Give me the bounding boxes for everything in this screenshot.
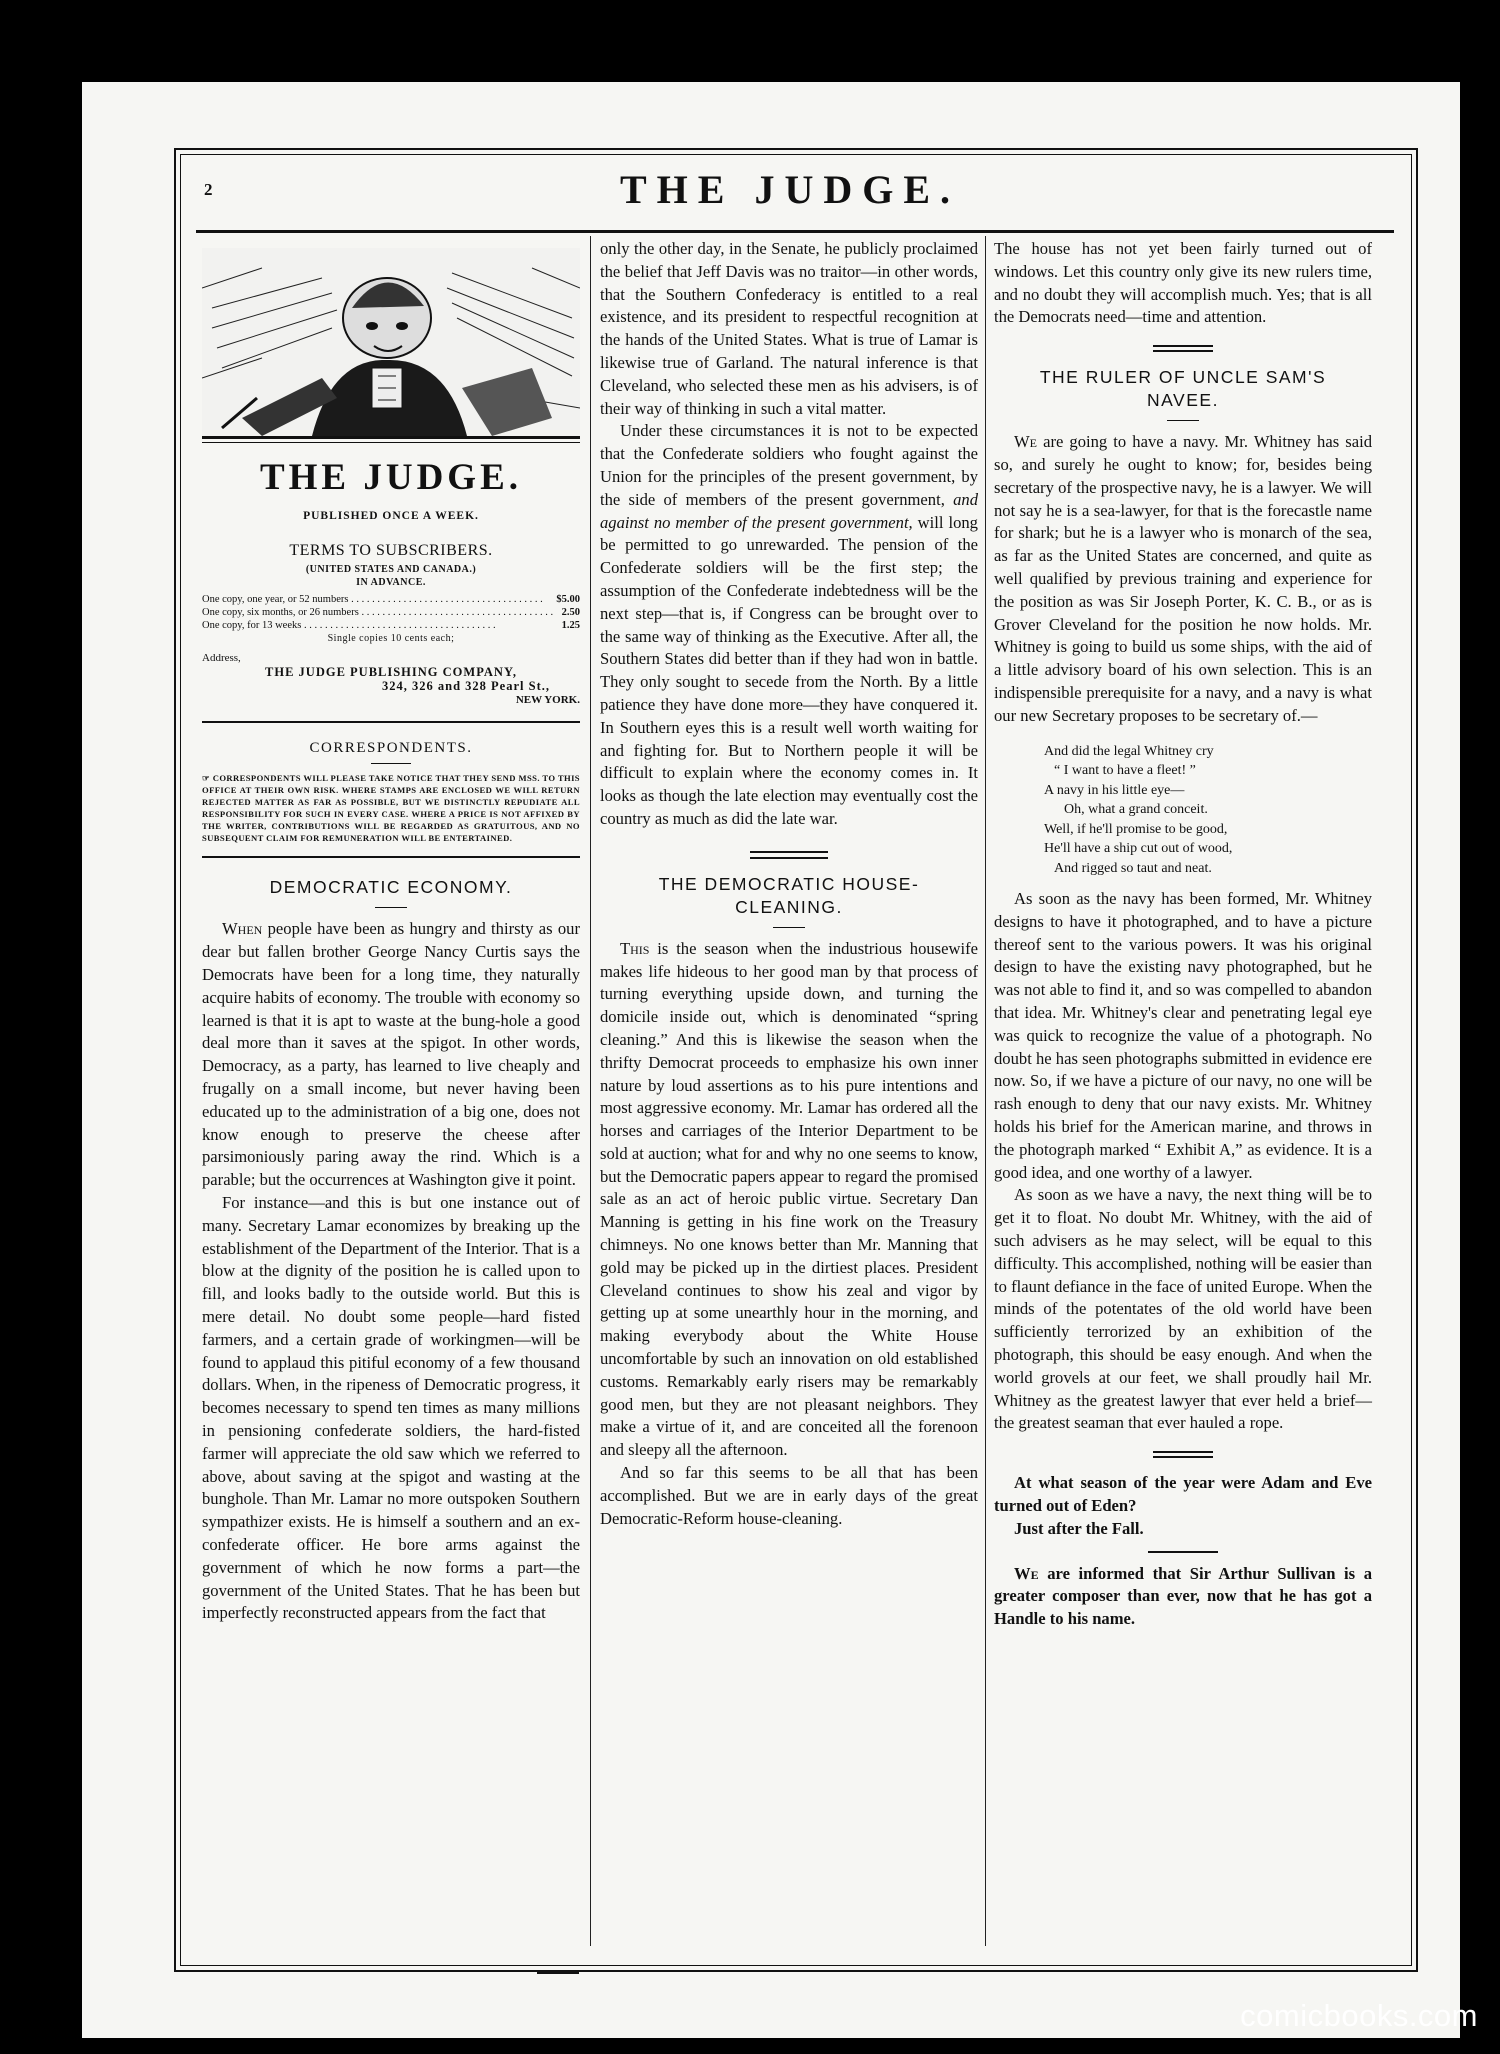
double-rule (1153, 345, 1213, 352)
single-copies-note: Single copies 10 cents each; (327, 632, 455, 644)
double-rule (1153, 1451, 1213, 1458)
publication-title: THE JUDGE. (259, 457, 523, 498)
article-heading: THE RULER OF UNCLE SAM'S NAVEE. (1039, 367, 1327, 411)
poem-line: He'll have a ship cut out of wood, (1044, 841, 1233, 857)
street-address: 324, 326 and 328 Pearl St., (382, 678, 550, 693)
terms-heading: TERMS TO SUBSCRIBERS. (289, 541, 493, 559)
header-rule (196, 230, 1394, 233)
poem-line: Oh, what a grand conceit. (1064, 802, 1208, 818)
article-paragraph: We are going to have a navy. Mr. Whitney has said so, and surely he ought to know; for, besides being secretary of the prospective navy, he is a lawyer. We will not say he is a sea-lawyer, for that is the forecastle name for shark; but he is a lawyer who is monarch of the sea, as far as the United States are concerned, and quite as well qualified by previous training and experience for the position as was Sir Joseph Porter, K. C. B., or as is Grover Cleveland for the position he now holds. Mr. Whitney is going to build us some ships, with the aid of a little advisory board of his own selection. This is an indispensible prerequisite for a navy, and a navy is what our new Secretary proposes to be secretary of.— (994, 432, 1372, 725)
rate-row: One copy, six months, or 26 numbers . . . 2.50 (202, 606, 580, 619)
publisher-address (202, 651, 580, 707)
double-rule (750, 851, 828, 859)
correspondents-notice: ☞ CORRESPONDENTS WILL PLEASE TAKE NOTICE THAT THEY SEND MSS. TO THIS OFFICE AT THEIR OWN RISK. WHERE STAMPS ARE ENCLOSED WE WILL RETURN REJECTED MATTER AS FAR AS POSSIBLE, BUT WE DISTINCTLY REPUDIATE ALL RESPONSIBILITY FOR SUCH IN EVERY CASE. WHERE A PRICE IS NOT AFFIXED BY THE WRITER, CONTRIBUTIONS WILL BE REGARDED AS GRATUITOUS, AND NO SUBSEQUENT CLAIM FOR REMUNERATION WILL BE ENTERTAINED. (202, 773, 580, 844)
masthead-title: THE JUDGE. (619, 167, 961, 212)
terms-subheading: (UNITED STATES AND CANADA.) (305, 563, 477, 575)
in-advance-label: IN ADVANCE. (356, 576, 426, 588)
article-heading: DEMOCRATIC ECONOMY. (269, 877, 513, 898)
article-paragraph: For instance—and this is but one instance out of many. Secretary Lamar economizes by breaking up the establishment of the Department of the Interior. That is a blow at the dignity of the position he is called upon to fill, and looks badly to the outside world. But this is mere detail. No doubt some people—hard fisted farmers, and a certain grade of workingmen—will be found to applaud this pitiful economy of a few thousand dollars. When, in the ripeness of Democratic progress, it becomes necessary to spend ten times as many millions in pensioning confederate soldiers, the hard-fisted farmer will appreciate the old saw which we referred to above, about saving at the spigot and wasting at the bunghole. Than Mr. Lamar no more outspoken Southern sympathizer exists. He is himself a southern and an ex-confederate officer. He bore arms against the government of which he now forms a part—the government of the United States. That he has been but imperfectly reconstructed appears from the fact that (202, 1192, 580, 1623)
article-paragraph: This is the season when the industrious housewife makes life hideous to her good man by that process of turning everything upside down, and turning the domicile inside out, which is denominated “spring cleaning.” And this is likewise the season when the thrifty Democrat proceeds to emphasize his own inner nature by loud assertions as to his pure intentions and most aggressive economy. Mr. Lamar has ordered all the horses and carriages of the Interior Department to be sold at auction; what for and why no one seems to know, but the Democratic papers appear to regard the promised sale as an act of heroic public virtue. Secretary Dan Manning is getting in his fine work on the Treasury chimneys. No one knows better than Mr. Manning that gold may be picked up in the dirtiest places. President Cleveland continues to show his zeal and vigor by getting up at some unearthly hour in the morning, and making everybody about the White House uncomfortable by such an innovation on old established customs. Remarkably early risers may be remarkably good men, but they are not pleasant neighbors. They make a virtue of it, and are conceited all the forenoon and sleepy all the afternoon. (600, 938, 978, 1460)
article-paragraph: only the other day, in the Senate, he publicly proclaimed the belief that Jeff Davis was no traitor—in other words, that the Southern Confederacy is entitled to a real existence, and its president to respectful recognition at the hands of the United States. What is true of Lamar is likewise true of Garland. The natural inference is that Cleveland, who selected these men as his advisers, is of their way of thinking in such a vital matter. (600, 239, 978, 418)
city: NEW YORK. (515, 693, 580, 706)
article-paragraph: Under these circumstances it is not to be expected that the Confederate soldiers who fought against the Union for the principles of the present government, by the side of members of the present government, and against no member of the present government, will long be permitted to go unrewarded. The pension of the Confederate soldiers will be the first step; the assumption of the Confederate indebtedness will be the next step—that is, if Congress can be brought over to the same way of thinking as the Executive. After all, the Southern States did better than if they had won in battle. They only sought to secede from the North. By a little patience they have done more—they have conquered it. In Southern eyes this is a result well worth waiting for and fighting for. But to Northern people it will be difficult to explain where the economy comes in. It looks as though the late election may eventually cost the country as much as did the late war. (600, 421, 978, 828)
rate-row: One copy, for 13 weeks . . . 1.25 (202, 619, 580, 632)
section-rule (202, 856, 580, 858)
page-number: 2 (204, 180, 213, 199)
address-label: Address, (202, 651, 241, 664)
column-divider (985, 236, 986, 1946)
poem-line: Well, if he'll promise to be good, (1044, 821, 1228, 837)
publication-frequency: PUBLISHED ONCE A WEEK. (303, 510, 479, 522)
company-name: THE JUDGE PUBLISHING COMPANY, (265, 664, 517, 679)
caricature-illustration (202, 248, 580, 439)
poem (1044, 742, 1372, 879)
article-paragraph: As soon as the navy has been formed, Mr. Whitney designs to have it photographed, and to have a picture thereof sent to the various powers. It was his original design to have the existing navy photographed, but he was not able to find it, and so was compelled to abandon that idea. Mr. Whitney's clear and penetrating legal eye was quick to recognize the value of a photograph. No doubt he has seen photographs submitted in evidence ere now. So, if we have a picture of our navy, no one will be rash enough to deny that our navy exists. Mr. Whitney holds his brief for the American marine, and throws in the photograph marked “ Exhibit A,” as evidence. It is a good idea, and one worthy of a lawyer. (994, 889, 1372, 1182)
article-paragraph: When people have been as hungry and thirsty as our dear but fallen brother George Nancy Curtis says the Democrats have been for a long time, they naturally acquire habits of economy. The trouble with economy so learned is that it is apt to waste at the bung-hole a good deal more than it saves at the spigot. In other words, Democracy, as a party, has learned to live cheaply and frugally on a small income, but never having been educated up to the administration of a big one, does not know enough to preserve the cheese after parsimoniously paring away the rind. Which is a parable; but the occurrences at Washington give it point. (202, 919, 580, 1190)
article-paragraph: The house has not yet been fairly turned out of windows. Let this country only give its new rulers time, and no doubt they will accomplish much. Yes; that is all the Democrats need—time and attention. (994, 239, 1372, 327)
section-rule (202, 721, 580, 723)
column-middle (600, 238, 978, 1530)
column-right (994, 238, 1372, 1631)
short-rule (1148, 1551, 1218, 1553)
column-divider (590, 236, 591, 1946)
column-left (202, 238, 580, 1625)
bottom-mark (537, 1970, 579, 1974)
poem-line: “ I want to have a fleet! ” (1054, 763, 1196, 779)
joke-question: At what season of the year were Adam and Eve turned out of Eden? (994, 1473, 1372, 1515)
poem-line: A navy in his little eye— (1044, 782, 1185, 798)
subscription-rates (202, 593, 580, 632)
poem-line: And did the legal Whitney cry (1044, 743, 1214, 759)
poem-line: And rigged so taut and neat. (1054, 860, 1212, 876)
rate-row: One copy, one year, or 52 numbers . . . $5.00 (202, 593, 580, 606)
joke-answer: Just after the Fall. (1014, 1518, 1144, 1538)
site-watermark: comicbooks.com (1240, 1998, 1478, 2033)
article-paragraph: As soon as we have a navy, the next thing will be to get it to float. No doubt Mr. Whitney, with the aid of such advisers as he may select, will be equal to this difficulty. This accomplished, nothing will be easier than to flaunt defiance in the face of united Europe. When the minds of the potentates of the old world have been sufficiently terrorized by an exhibition of the photograph, this should be easy enough. And when the world grovels at our feet, we shall proudly hail Mr. Whitney as the greatest lawyer that ever held a brief—the greatest seaman that ever hauled a rope. (994, 1185, 1372, 1433)
article-heading: THE DEMOCRATIC HOUSE-CLEANING. (658, 873, 920, 917)
article-paragraph: And so far this seems to be all that has been accomplished. But we are in early days of the great Democratic-Reform house-cleaning. (600, 1463, 978, 1528)
article-paragraph: We are informed that Sir Arthur Sullivan is a greater composer than ever, now that he has got a Handle to his name. (994, 1563, 1372, 1629)
correspondents-heading: CORRESPONDENTS. (309, 739, 473, 756)
